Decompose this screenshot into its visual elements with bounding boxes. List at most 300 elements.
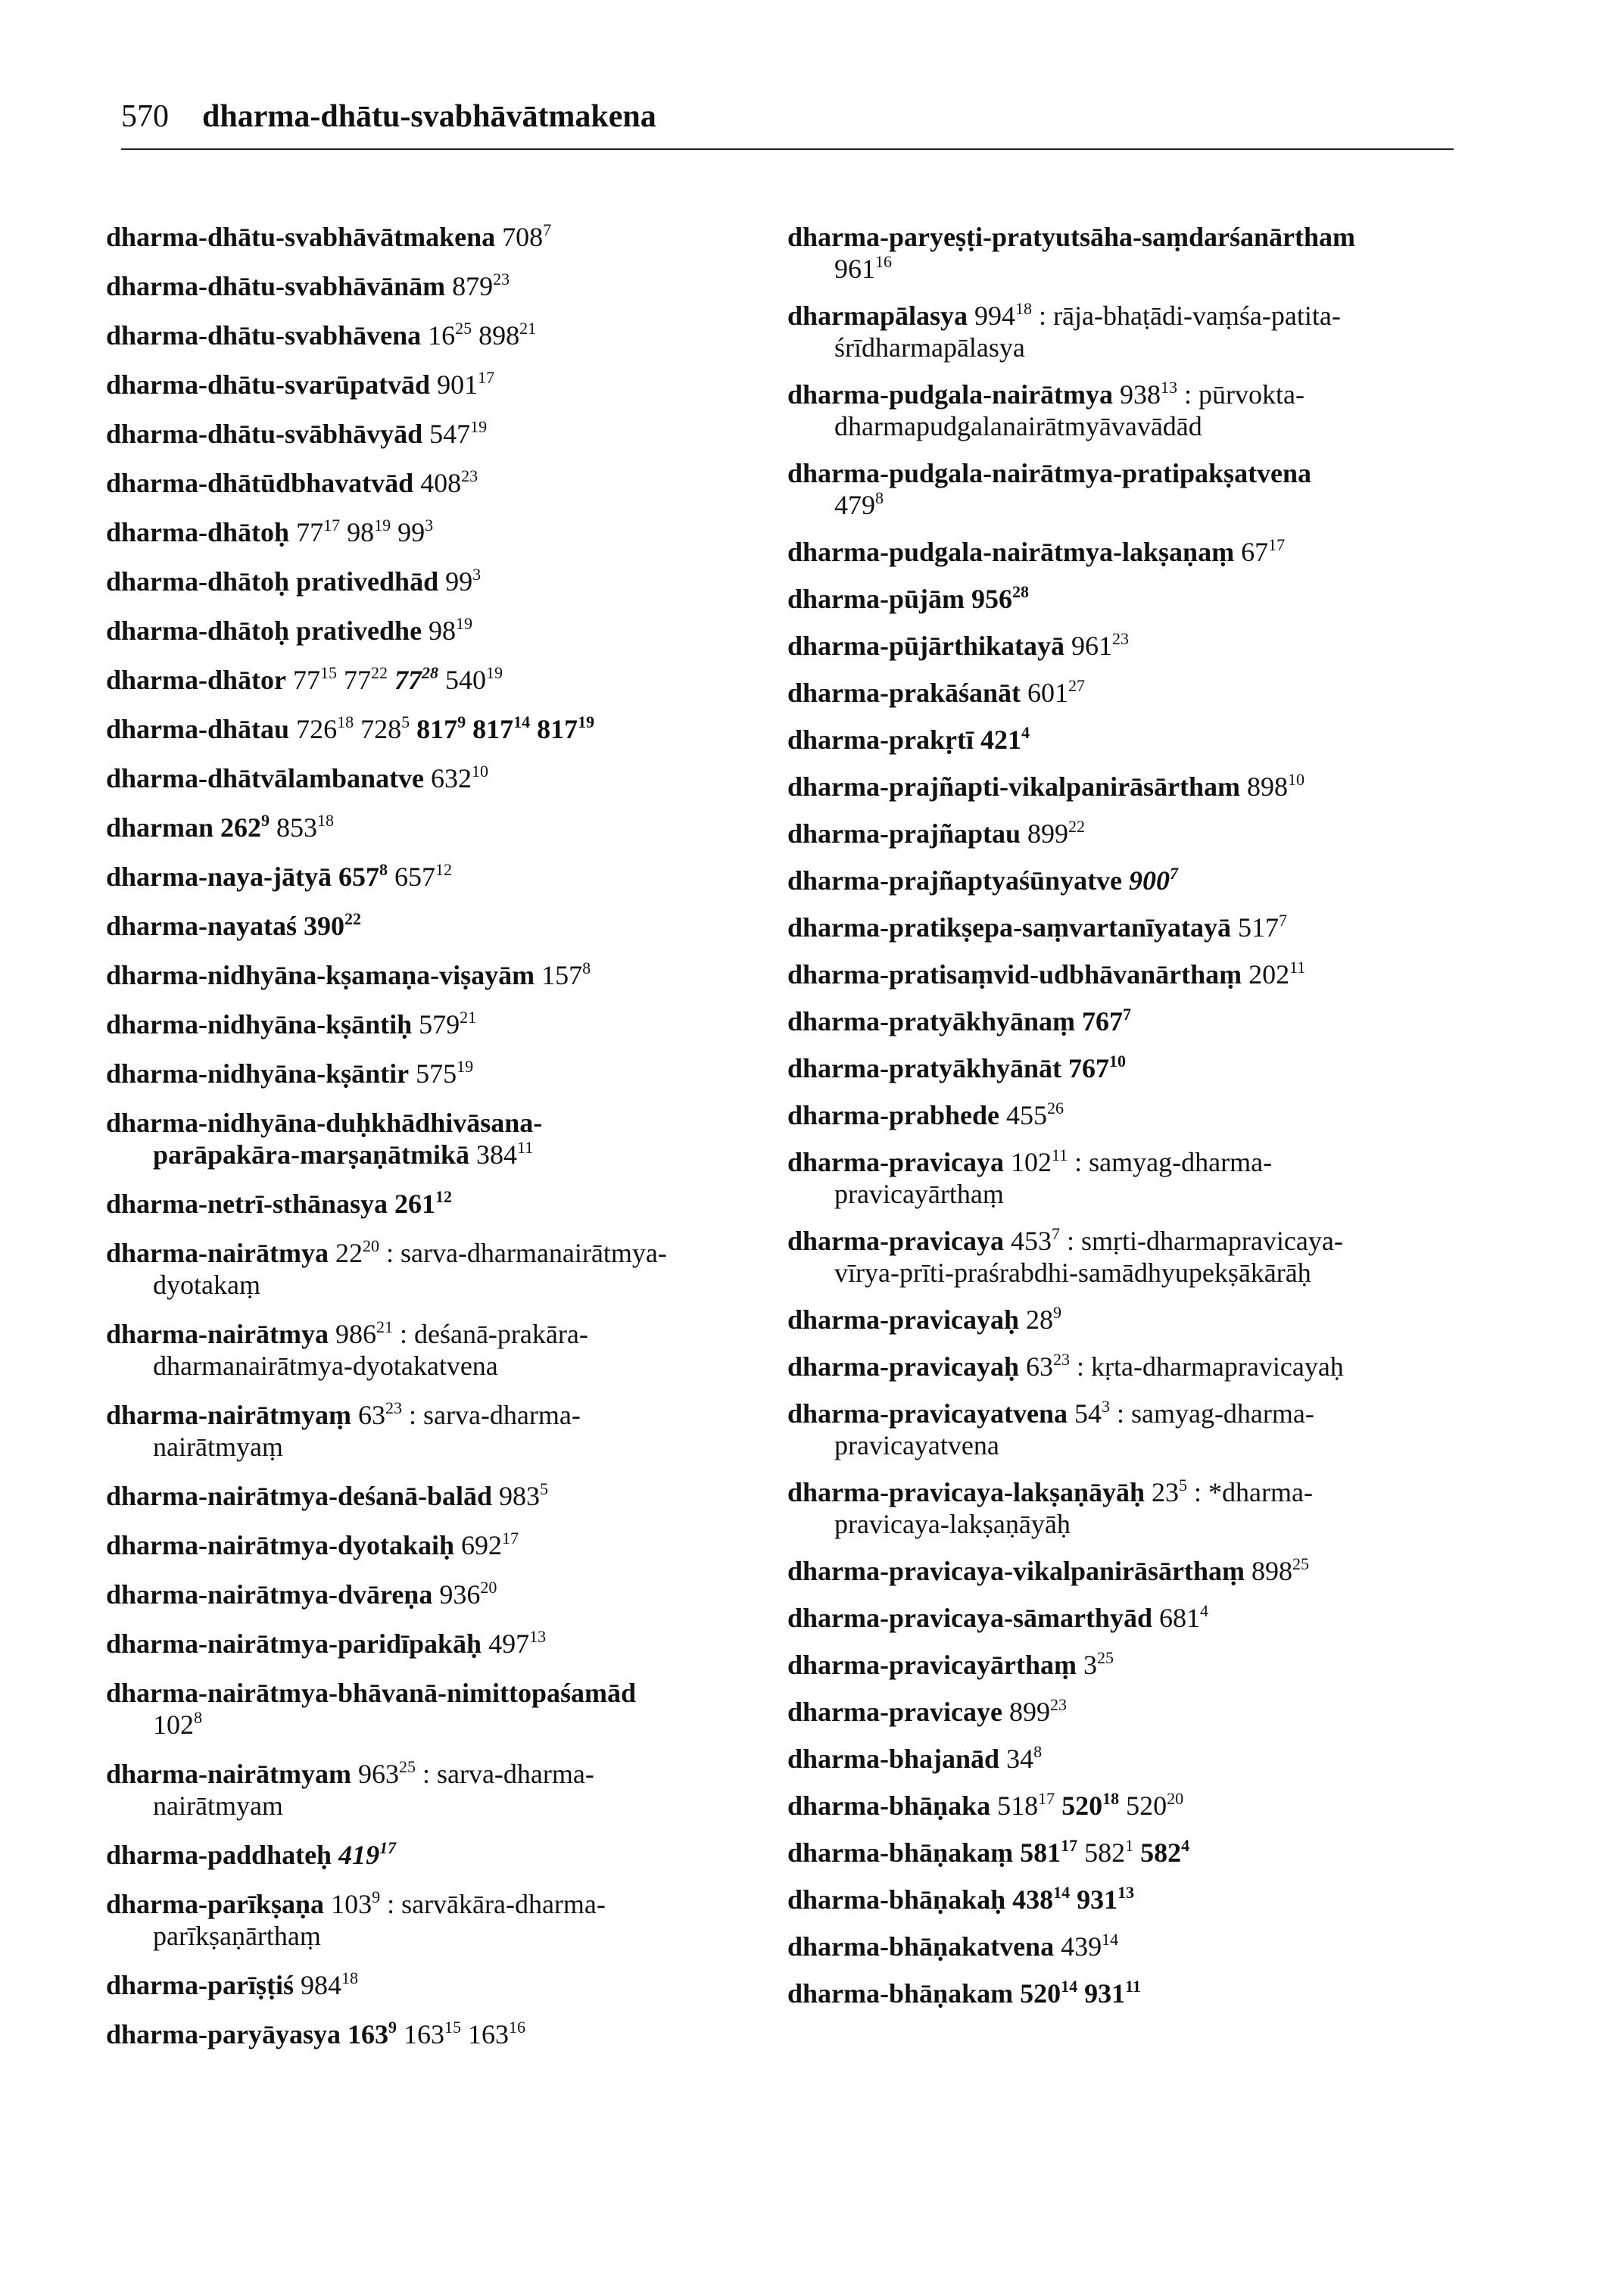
page-reference: $931^{11}$	[1084, 1977, 1141, 2009]
line-reference: 19	[456, 614, 473, 633]
entry-headword: dharma-dhātu-svabhāvena	[106, 320, 422, 351]
line-reference: 16	[875, 252, 892, 271]
entry-gloss: : sarva-dharma- nairātmyam	[153, 1759, 594, 1821]
index-entry	[787, 771, 1492, 803]
entry-headword: dharma-dhātu-svābhāvyād	[106, 419, 423, 449]
page-reference: $99^3$	[445, 565, 482, 597]
entry-headword: dharma-nidhyāna-kṣāntiḥ	[106, 1009, 413, 1039]
line-reference: 5	[540, 1479, 549, 1498]
index-entry	[787, 1146, 1492, 1210]
line-reference: 4	[1021, 723, 1030, 742]
line-reference: 12	[435, 860, 452, 879]
page-reference: $63^{23}$	[357, 1398, 402, 1430]
line-reference: 14	[1102, 1930, 1119, 1949]
page-reference: $517^7$	[1237, 911, 1287, 943]
entry-headword: dharma-pudgala-nairātmya	[787, 379, 1114, 410]
line-reference: 3	[425, 516, 434, 535]
page-reference: $455^{26}$	[1006, 1099, 1064, 1130]
line-reference: 17	[323, 516, 341, 535]
entry-headword: dharma-paddhateḥ	[106, 1840, 332, 1870]
page-reference: $540^{19}$	[445, 663, 503, 695]
entry-headword: dharma-nidhyāna-kṣamaṇa-viṣayām	[106, 960, 535, 990]
page-reference: $497^{13}$	[488, 1627, 547, 1659]
entry-headword: dharma-bhāṇakaṃ	[787, 1837, 1014, 1868]
index-entry	[106, 1839, 772, 1871]
page-reference: $900^7$	[1129, 864, 1179, 896]
page-reference: $518^{17}$	[997, 1789, 1055, 1821]
entry-headword: dharma-dhātvālambanatve	[106, 763, 425, 793]
page-reference: $901^{17}$	[437, 368, 495, 400]
entry-headword: dharma-pravicayārthaṃ	[787, 1650, 1077, 1680]
line-reference: 21	[376, 1317, 393, 1336]
page-reference: $102^8$	[153, 1708, 202, 1740]
index-entry	[106, 1008, 772, 1040]
line-reference: 19	[374, 516, 391, 535]
line-reference: 15	[444, 2018, 462, 2037]
page-reference: $54^3$	[1074, 1397, 1110, 1429]
page-reference: $582^4$	[1140, 1836, 1190, 1868]
line-reference: 22	[344, 909, 362, 928]
line-reference: 7	[1123, 1005, 1132, 1024]
index-entry	[106, 270, 772, 302]
line-reference: 23	[1049, 1695, 1067, 1714]
page-reference: $421^4$	[980, 723, 1030, 755]
entry-headword: dharma-dhātoḥ prativedhād	[106, 566, 439, 597]
entry-gloss: : sarva-dharmanairātmya- dyotakaṃ	[153, 1238, 667, 1300]
line-reference: 17	[502, 1529, 519, 1548]
page-reference: $438^{14}$	[1012, 1883, 1071, 1915]
index-entry	[106, 1188, 772, 1220]
entry-headword: dharma-pratyākhyānāt	[787, 1053, 1062, 1083]
index-entry	[106, 1480, 772, 1512]
index-entry	[787, 1476, 1492, 1540]
entry-headword: dharma-nidhyāna-duḥkhādhivāsana- parāpakāra-marṣaṇātmikā	[106, 1108, 543, 1170]
line-reference: 19	[486, 663, 503, 682]
line-reference: 23	[1112, 629, 1130, 648]
index-entry	[106, 2018, 772, 2050]
page-reference: $408^{23}$	[420, 466, 478, 498]
line-reference: 18	[341, 1968, 359, 1987]
index-entry	[787, 1225, 1492, 1289]
line-reference: 3	[1101, 1397, 1110, 1416]
line-reference: 8	[379, 860, 388, 879]
page-reference: $439^{14}$	[1061, 1930, 1119, 1962]
line-reference: 25	[455, 319, 472, 338]
index-entry	[787, 630, 1492, 662]
page-reference: $708^7$	[502, 220, 552, 252]
index-entry	[787, 1884, 1492, 1915]
index-entry	[106, 319, 772, 351]
page-reference: $3^{25}$	[1083, 1648, 1114, 1680]
entry-headword: dharma-dhātoḥ prativedhe	[106, 616, 422, 646]
entry-headword: dharma-pravicayaḥ	[787, 1304, 1019, 1335]
index-entry	[787, 1099, 1492, 1131]
entry-headword: dharma-prabhede	[787, 1100, 1000, 1130]
line-reference: 20	[1167, 1789, 1184, 1808]
page-reference: $986^{21}$	[335, 1317, 393, 1349]
line-reference: 18	[1102, 1789, 1120, 1808]
page-reference: $98^{19}$	[347, 516, 391, 547]
line-reference: 22	[1068, 817, 1086, 836]
line-reference: 9	[372, 1887, 381, 1906]
entry-headword: dharma-nairātmya-paridīpakāḥ	[106, 1629, 482, 1659]
entry-headword: dharma-dhātoḥ	[106, 517, 290, 547]
page-reference: $938^{13}$	[1120, 378, 1178, 410]
entry-headword: dharma-pravicaya-vikalpanirāsārthaṃ	[787, 1556, 1245, 1586]
index-entry	[106, 1579, 772, 1610]
page-reference: $817^9$	[416, 712, 466, 744]
line-reference: 7	[1051, 1224, 1060, 1243]
entry-headword: dharma-paryeṣṭi-pratyutsāha-saṃdarśanārtham	[787, 222, 1355, 252]
entry-headword: dharma-pudgala-nairātmya-lakṣaṇaṃ	[787, 537, 1235, 567]
page-reference: $931^{13}$	[1077, 1883, 1135, 1915]
line-reference: 8	[582, 958, 591, 977]
index-entry	[787, 1052, 1492, 1084]
line-reference: 9	[457, 712, 466, 731]
index-entry	[106, 1237, 772, 1301]
page-reference: $547^{19}$	[429, 417, 488, 449]
line-reference: 11	[1051, 1145, 1068, 1164]
line-reference: 25	[1292, 1554, 1310, 1573]
entry-headword: dharma-nairātmya	[106, 1238, 329, 1268]
line-reference: 18	[317, 811, 335, 830]
entry-headword: dharma-prajñaptyaśūnyatve	[787, 865, 1123, 896]
entry-headword: dharma-paryāyasya	[106, 2019, 341, 2049]
page-reference: $16^{25}$	[428, 319, 472, 351]
index-entry	[106, 812, 772, 843]
line-reference: 1	[1125, 1836, 1134, 1855]
page-reference: $657^8$	[338, 860, 388, 892]
entry-headword: dharma-prakṛtī	[787, 725, 974, 755]
entry-headword: dharma-nayataś	[106, 911, 298, 941]
line-reference: 17	[1038, 1789, 1055, 1808]
page-reference: $767^{10}$	[1068, 1052, 1127, 1083]
index-entry	[787, 677, 1492, 709]
page-reference: $575^{19}$	[416, 1057, 474, 1089]
page-reference: $728^5$	[360, 712, 410, 744]
page-reference: $390^{22}$	[304, 909, 362, 941]
line-reference: 23	[385, 1398, 402, 1417]
index-entry	[106, 1399, 772, 1463]
entry-headword: dharma-pratyākhyānaṃ	[787, 1006, 1076, 1036]
index-entry	[106, 1628, 772, 1660]
index-entry	[787, 221, 1492, 285]
line-reference: 8	[1033, 1742, 1043, 1761]
line-reference: 21	[460, 1008, 477, 1027]
page-reference: $898^{25}$	[1252, 1554, 1310, 1586]
line-reference: 22	[371, 663, 388, 682]
entry-headword: dharma-parīkṣaṇa	[106, 1889, 325, 1919]
page-reference: $520^{14}$	[1020, 1977, 1078, 2009]
entry-headword: dharma-nairātmya-dvāreṇa	[106, 1579, 433, 1610]
page-reference: $77^{28}$	[394, 663, 439, 695]
entry-headword: dharma-naya-jātyā	[106, 862, 332, 892]
page-reference: $262^9$	[220, 811, 270, 843]
entry-headword: dharma-nairātmyam	[106, 1759, 351, 1789]
entry-headword: dharma-dhātau	[106, 714, 290, 744]
page-reference: $899^{22}$	[1027, 817, 1086, 849]
line-reference: 14	[1061, 1977, 1078, 1996]
entry-headword: dharma-nairātmya-dyotakaiḥ	[106, 1530, 455, 1560]
line-reference: 23	[461, 466, 478, 485]
index-entry	[787, 912, 1492, 943]
index-entry	[787, 1837, 1492, 1869]
line-reference: 18	[337, 712, 354, 731]
index-entry	[106, 467, 772, 499]
entry-headword: dharma-bhāṇakam	[787, 1978, 1014, 2009]
line-reference: 11	[1125, 1977, 1141, 1996]
running-header	[121, 97, 656, 136]
entry-headword: dharma-bhajanād	[787, 1744, 1000, 1774]
entry-gloss: : samyag-dharma- pravicayatvena	[834, 1398, 1314, 1460]
page-reference: $479^8$	[834, 488, 884, 520]
page-reference: $77^{17}$	[296, 516, 341, 547]
entry-headword: dharma-pūjām	[787, 584, 965, 614]
index-entry	[787, 958, 1492, 990]
entry-headword: dharma-nairātmyaṃ	[106, 1400, 351, 1430]
page-reference: $956^{28}$	[971, 582, 1030, 614]
page-reference: $34^8$	[1006, 1742, 1043, 1774]
entry-headword: dharma-nidhyāna-kṣāntir	[106, 1058, 410, 1089]
page-reference: $601^{27}$	[1027, 676, 1086, 708]
line-reference: 5	[401, 712, 410, 731]
page-reference: $994^{18}$	[974, 299, 1033, 331]
index-entry	[787, 724, 1492, 756]
entry-headword: dharma-pravicaya	[787, 1147, 1004, 1177]
index-entry	[106, 221, 772, 253]
line-reference: 27	[1068, 676, 1086, 695]
right-index-column	[787, 221, 1492, 2024]
line-reference: 17	[1061, 1836, 1078, 1855]
line-reference: 9	[261, 811, 270, 830]
page-reference: $767^7$	[1082, 1005, 1132, 1036]
entry-headword: dharma-nairātmya-bhāvanā-nimittopaśamād	[106, 1678, 637, 1708]
index-entry	[787, 818, 1492, 849]
page-reference: $581^{17}$	[1020, 1836, 1078, 1868]
index-entry	[787, 536, 1492, 568]
line-reference: 28	[1012, 582, 1030, 601]
line-reference: 13	[1117, 1883, 1135, 1902]
entry-headword: dharma-pratisaṃvid-udbhāvanārthaṃ	[787, 959, 1242, 990]
line-reference: 23	[493, 270, 510, 288]
entry-gloss: : smṛti-dharmapravicaya- vīrya-prīti-praśrabdhi-samādhyupekṣākārāḥ	[834, 1226, 1343, 1288]
index-entry	[787, 583, 1492, 615]
page-reference: $98^{19}$	[429, 614, 473, 646]
page-reference: $898^{21}$	[478, 319, 537, 351]
entry-headword: dharma-pravicaya-lakṣaṇāyāḥ	[787, 1477, 1146, 1507]
page-number: 570	[121, 99, 169, 134]
entry-headword: dharmapālasya	[787, 301, 968, 331]
page-reference: $582^1$	[1084, 1836, 1134, 1868]
page-reference: $520^{18}$	[1061, 1789, 1120, 1821]
left-index-column	[106, 221, 772, 2068]
line-reference: 26	[1047, 1099, 1064, 1117]
page-reference: $163^9$	[348, 2018, 397, 2049]
entry-headword: dharma-pūjārthikatayā	[787, 631, 1065, 661]
line-reference: 28	[422, 663, 439, 682]
page-reference: $453^7$	[1010, 1224, 1060, 1256]
entry-headword: dharma-pravicayatvena	[787, 1398, 1068, 1429]
page-reference: $520^{20}$	[1126, 1789, 1184, 1821]
index-entry	[106, 418, 772, 450]
entry-headword: dharma-bhāṇaka	[787, 1791, 991, 1821]
index-entry	[106, 516, 772, 548]
index-entry	[106, 1318, 772, 1382]
entry-headword: dharma-dhātu-svarūpatvād	[106, 369, 431, 400]
index-entry	[106, 566, 772, 597]
index-entry	[787, 1555, 1492, 1587]
entry-headword: dharma-nairātmya-deśanā-balād	[106, 1481, 493, 1511]
page-reference: $726^{18}$	[296, 712, 354, 744]
index-entry	[787, 1304, 1492, 1336]
page-reference: $632^{10}$	[431, 762, 489, 793]
index-entry	[106, 664, 772, 696]
index-entry	[787, 1696, 1492, 1728]
page-reference: $99^3$	[397, 516, 434, 547]
line-reference: 15	[320, 663, 338, 682]
page-reference: $936^{20}$	[439, 1578, 497, 1610]
entry-gloss: : samyag-dharma- pravicayārthaṃ	[834, 1147, 1273, 1209]
line-reference: 11	[517, 1138, 534, 1157]
index-entry	[787, 1351, 1492, 1382]
line-reference: 25	[398, 1757, 416, 1776]
entry-gloss: : kṛta-dharmapravicayaḥ	[1070, 1351, 1344, 1382]
index-entry	[106, 861, 772, 893]
line-reference: 19	[578, 712, 595, 731]
line-reference: 7	[543, 220, 552, 239]
index-entry	[106, 1888, 772, 1952]
page-reference: $28^9$	[1026, 1303, 1061, 1335]
entry-gloss: : pūrvokta- dharmapudgalanairātmyāvavādād	[834, 379, 1304, 441]
index-entry	[106, 1969, 772, 2001]
line-reference: 17	[379, 1838, 397, 1857]
entry-gloss: : deśanā-prakāra- dharmanairātmya-dyotakatvena	[153, 1319, 588, 1381]
index-entry	[106, 959, 772, 991]
line-reference: 9	[1053, 1303, 1061, 1322]
line-reference: 14	[1053, 1883, 1071, 1902]
page-reference: $984^{18}$	[301, 1968, 359, 2000]
entry-gloss: : sarvākāra-dharma- parīkṣaṇārthaṃ	[153, 1889, 606, 1951]
line-reference: 23	[1053, 1350, 1070, 1369]
entry-headword: dharma-dhātu-svabhāvānām	[106, 271, 446, 301]
running-title: dharma-dhātu-svabhāvātmakena	[202, 99, 656, 134]
line-reference: 8	[875, 488, 884, 507]
page-reference: $579^{21}$	[419, 1008, 477, 1039]
entry-headword: dharma-prajñaptau	[787, 818, 1021, 849]
line-reference: 10	[1288, 770, 1305, 789]
page-reference: $853^{18}$	[276, 811, 335, 843]
entry-gloss: : *dharma- pravicaya-lakṣaṇāyāḥ	[834, 1477, 1313, 1539]
index-entry	[787, 457, 1492, 521]
line-reference: 13	[529, 1627, 547, 1646]
index-entry	[787, 379, 1492, 442]
page-reference: $202^{11}$	[1248, 958, 1306, 990]
line-reference: 16	[509, 2018, 526, 2037]
line-reference: 4	[1199, 1601, 1208, 1620]
line-reference: 19	[457, 1057, 474, 1076]
page-reference: $157^8$	[541, 958, 591, 990]
index-entry	[106, 1529, 772, 1561]
index-entry	[106, 910, 772, 942]
line-reference: 5	[1179, 1476, 1188, 1495]
line-reference: 10	[1109, 1052, 1127, 1071]
line-reference: 20	[362, 1236, 379, 1255]
index-entry	[106, 1058, 772, 1089]
page-reference: $67^{17}$	[1241, 535, 1286, 567]
page-reference: $163^{16}$	[468, 2018, 526, 2049]
index-entry	[787, 1005, 1492, 1037]
index-entry	[106, 369, 772, 401]
entry-headword: dharma-pravicaya	[787, 1226, 1004, 1256]
page-reference: $419^{17}$	[338, 1838, 397, 1870]
line-reference: 17	[478, 368, 495, 387]
page-reference: $261^{12}$	[394, 1187, 453, 1219]
index-entry	[787, 1978, 1492, 2009]
page-reference: $817^{19}$	[537, 712, 595, 744]
line-reference: 11	[1289, 958, 1306, 977]
page-reference: $23^5$	[1152, 1476, 1188, 1507]
page-reference: $163^{15}$	[404, 2018, 462, 2049]
index-entry	[106, 1758, 772, 1822]
index-entry	[106, 762, 772, 794]
index-entry	[787, 300, 1492, 363]
header-rule	[121, 148, 1454, 150]
line-reference: 9	[388, 2018, 397, 2037]
line-reference: 17	[1268, 535, 1286, 554]
page-reference: $22^{20}$	[335, 1236, 379, 1268]
line-reference: 3	[472, 565, 482, 584]
entry-headword: dharma-pratikṣepa-saṃvartanīyatayā	[787, 912, 1231, 943]
index-entry	[787, 1649, 1492, 1681]
index-entry	[787, 1790, 1492, 1822]
page-reference: $77^{22}$	[344, 663, 388, 695]
index-entry	[787, 1743, 1492, 1775]
line-reference: 10	[472, 762, 489, 781]
index-entry	[106, 713, 772, 745]
entry-headword: dharma-nairātmya	[106, 1319, 329, 1349]
index-entry	[787, 1931, 1492, 1962]
entry-headword: dharma-dhātor	[106, 665, 287, 695]
index-entry	[106, 1677, 772, 1741]
line-reference: 25	[1096, 1648, 1114, 1667]
line-reference: 4	[1181, 1836, 1190, 1855]
entry-headword: dharman	[106, 812, 214, 843]
line-reference: 12	[435, 1187, 453, 1206]
line-reference: 18	[1015, 299, 1033, 318]
entry-headword: dharma-prakāśanāt	[787, 678, 1021, 708]
page-reference: $102^{11}$	[1010, 1145, 1068, 1177]
line-reference: 8	[194, 1708, 202, 1727]
index-entry	[787, 1602, 1492, 1634]
page-reference: $657^{12}$	[394, 860, 452, 892]
index-entry	[106, 1107, 772, 1170]
entry-gloss: : rāja-bhaṭādi-vaṃśa-patita- śrīdharmapālasya	[834, 301, 1341, 363]
page-reference: $879^{23}$	[452, 270, 510, 301]
line-reference: 20	[480, 1578, 497, 1597]
entry-headword: dharma-pudgala-nairātmya-pratipakṣatvena	[787, 458, 1312, 488]
line-reference: 13	[1161, 378, 1178, 397]
entry-headword: dharma-prajñapti-vikalpanirāsārtham	[787, 771, 1241, 802]
page-reference: $898^{10}$	[1247, 770, 1305, 802]
entry-headword: dharma-pravicaye	[787, 1697, 1002, 1727]
entry-headword: dharma-parīṣṭiś	[106, 1970, 295, 2000]
page-reference: $384^{11}$	[476, 1138, 534, 1170]
entry-headword: dharma-bhāṇakaḥ	[787, 1884, 1006, 1915]
line-reference: 19	[470, 417, 488, 436]
entry-headword: dharma-pravicayaḥ	[787, 1351, 1019, 1382]
entry-headword: dharma-dhātu-svabhāvātmakena	[106, 222, 496, 252]
line-reference: 7	[1170, 864, 1179, 883]
